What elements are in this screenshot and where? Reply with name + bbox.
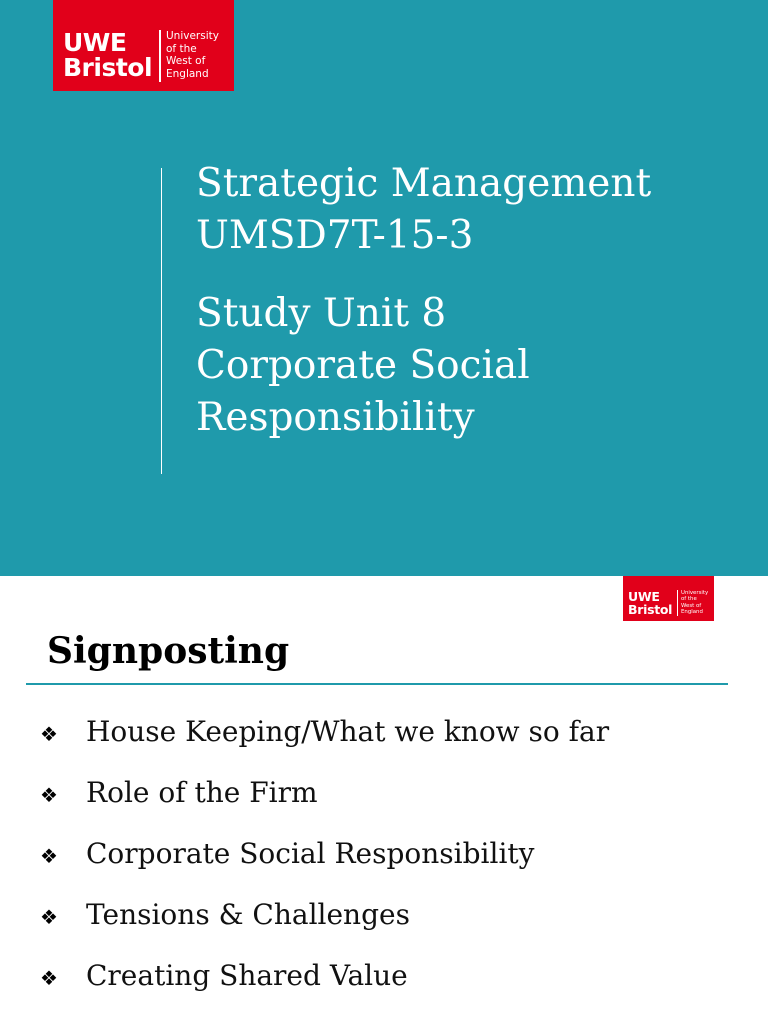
title-divider-line — [161, 168, 162, 474]
logo-word-bristol: Bristol — [63, 53, 153, 82]
logo-wordmark — [63, 30, 152, 80]
diamond-bullet-icon: ❖ — [40, 844, 58, 868]
logo-word-uwe: UWE — [628, 589, 660, 604]
logo-university-text — [166, 30, 219, 80]
uwe-bristol-logo — [53, 0, 234, 91]
logo-uni-line: University — [681, 590, 709, 596]
diamond-bullet-icon: ❖ — [40, 783, 58, 807]
page-title: Signposting — [47, 630, 290, 672]
list-item-label: Tensions & Challenges — [86, 898, 410, 931]
list-item-label: House Keeping/What we know so far — [86, 715, 610, 748]
slide-title — [196, 158, 651, 444]
list-item-label: Corporate Social Responsibility — [86, 837, 535, 870]
subtitle-line: Study Unit 8 — [196, 291, 447, 336]
subtitle-line: Corporate Social — [196, 343, 530, 388]
logo-wordmark — [628, 590, 672, 616]
title-line: Strategic Management — [196, 161, 652, 206]
logo-word-uwe: UWE — [63, 28, 127, 57]
subtitle-line: Responsibility — [196, 395, 475, 440]
list-item-label: Role of the Firm — [86, 776, 318, 809]
logo-uni-line: of the — [681, 596, 697, 603]
diamond-bullet-icon: ❖ — [40, 905, 58, 929]
logo-separator — [677, 590, 678, 616]
diamond-bullet-icon: ❖ — [40, 966, 58, 990]
logo-separator — [159, 30, 161, 82]
diamond-bullet-icon: ❖ — [40, 722, 58, 746]
uwe-bristol-logo-small — [623, 576, 714, 621]
logo-university-text — [681, 590, 708, 616]
logo-uni-line: West of — [681, 602, 702, 609]
logo-uni-line: University — [166, 30, 219, 42]
logo-word-bristol: Bristol — [628, 602, 673, 617]
logo-uni-line: England — [166, 67, 209, 80]
logo-uni-line: of the — [166, 42, 197, 55]
logo-uni-line: West of — [166, 55, 206, 68]
heading-underline — [26, 683, 728, 685]
title-line: UMSD7T-15-3 — [196, 213, 474, 258]
signposting-slide — [0, 576, 768, 1024]
logo-uni-line: England — [681, 609, 703, 616]
list-item-label: Creating Shared Value — [86, 959, 408, 992]
